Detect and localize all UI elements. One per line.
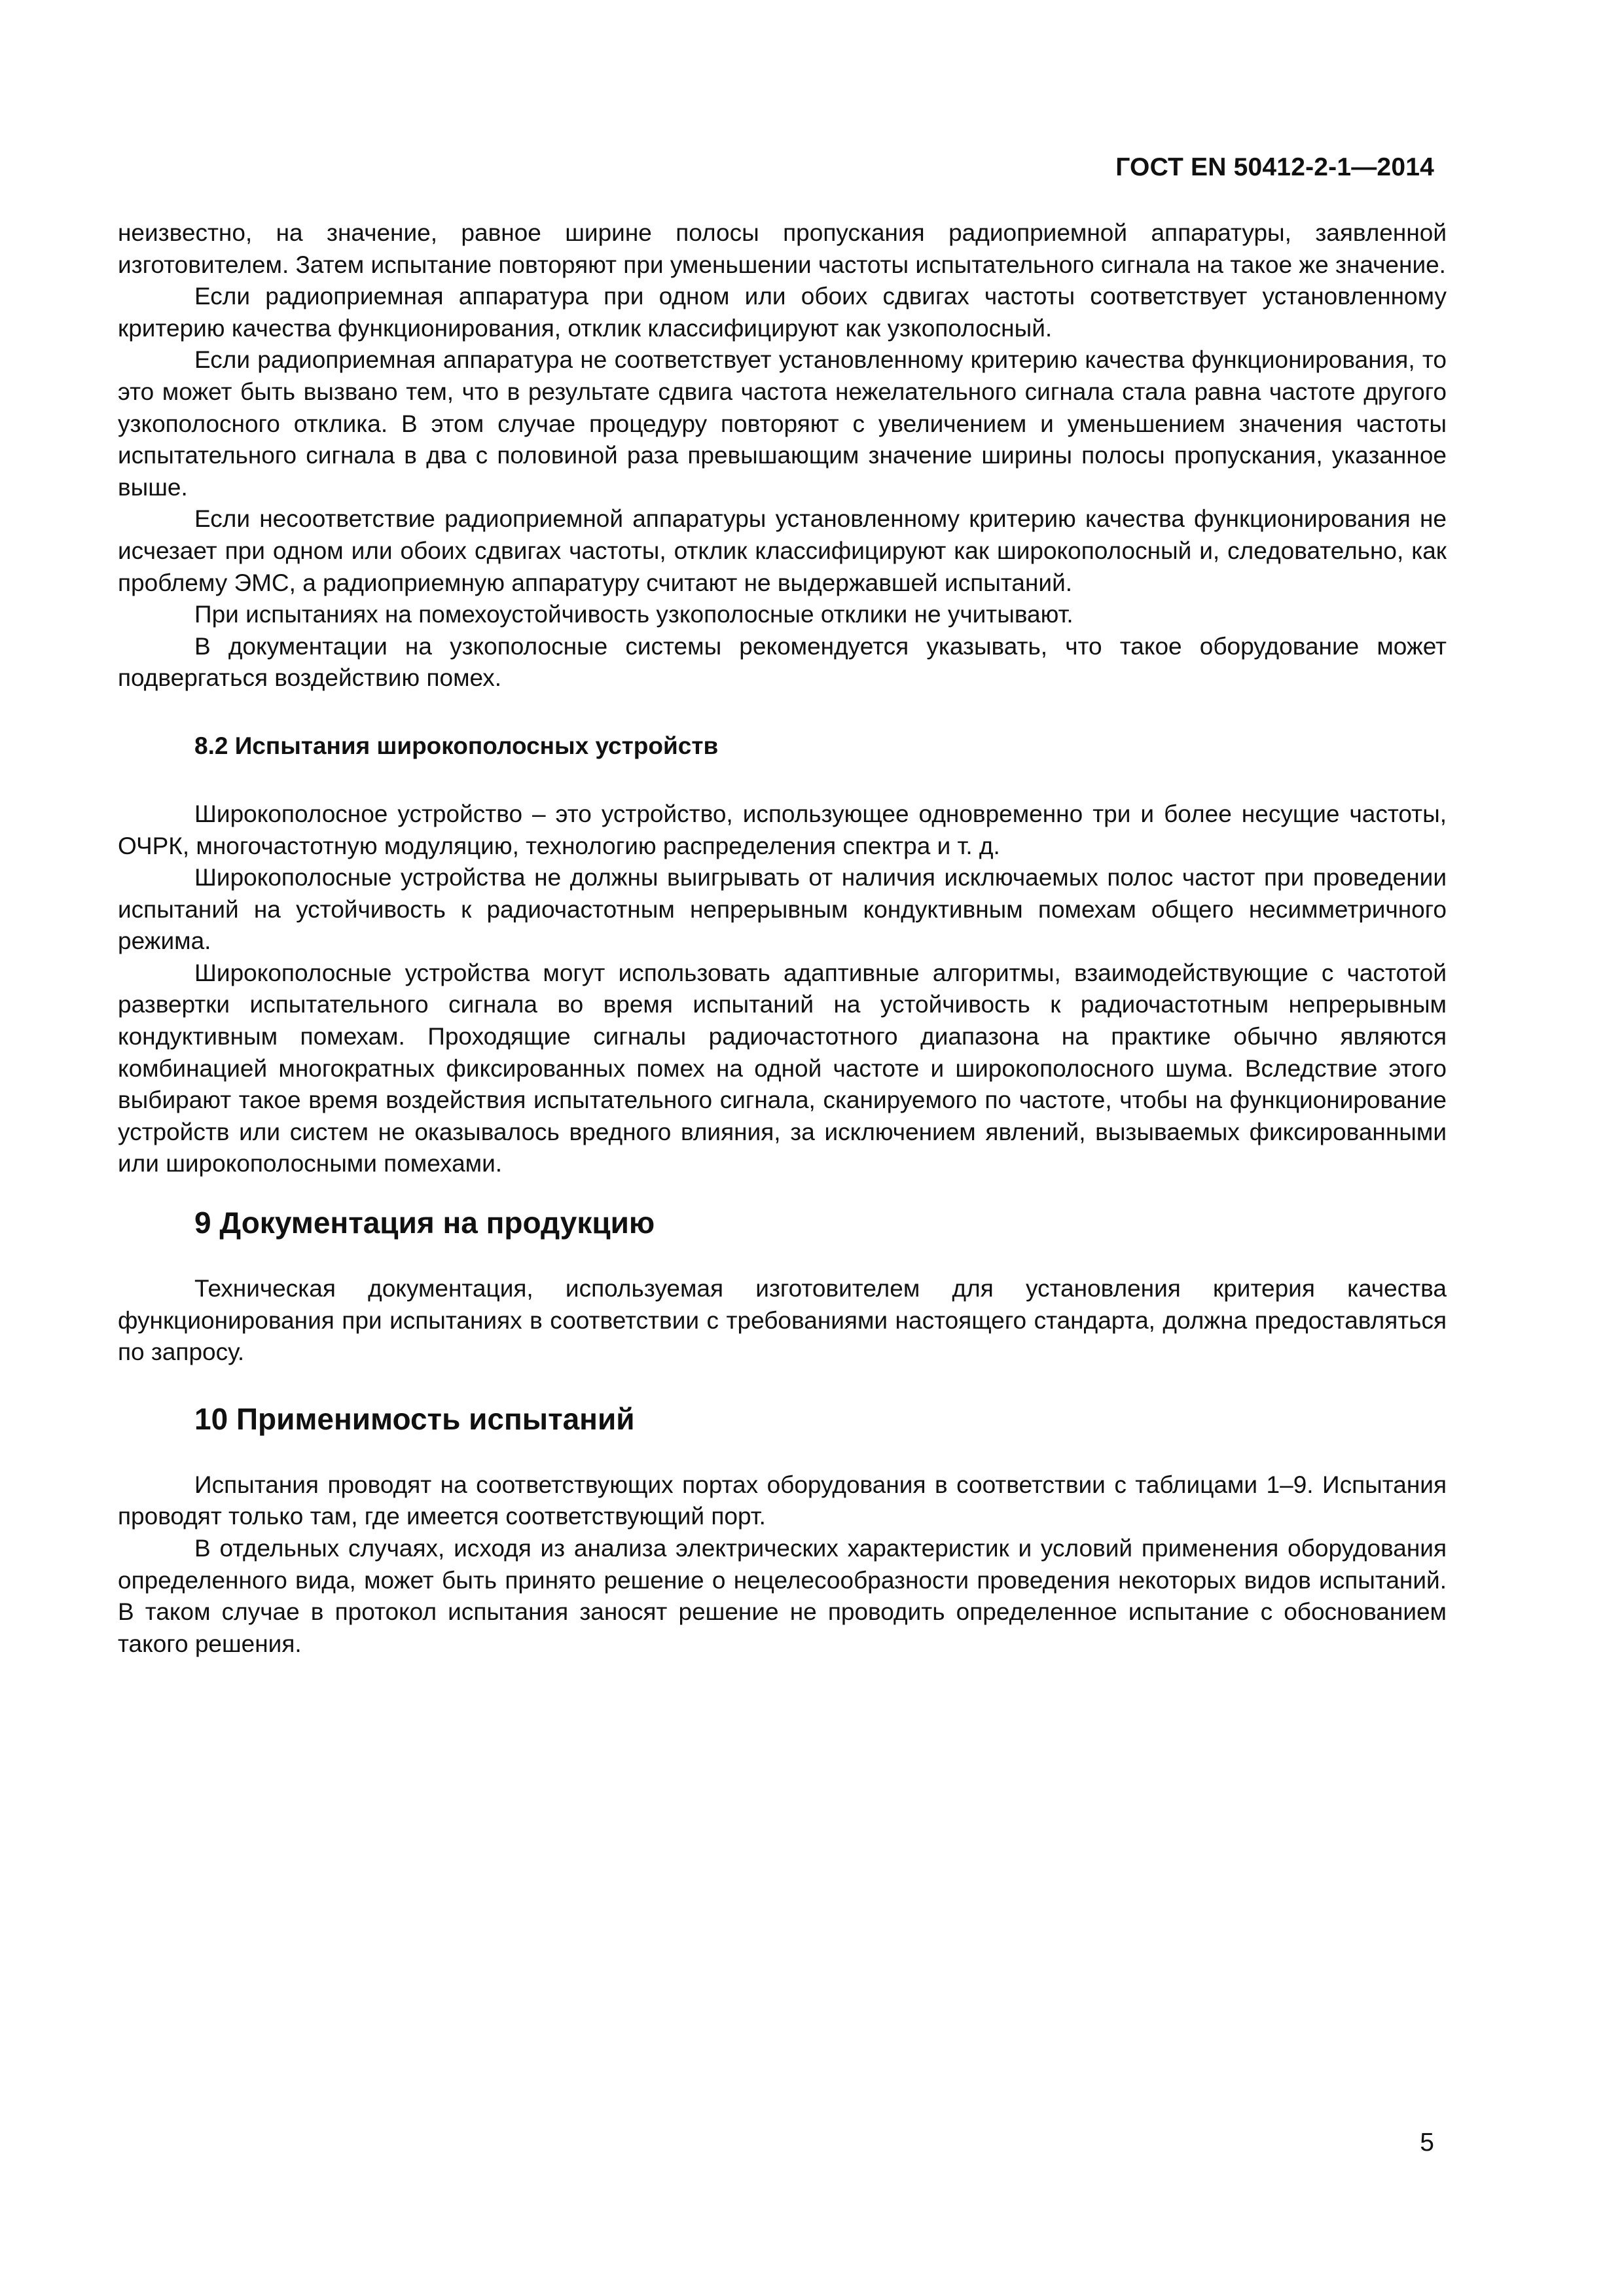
section-title-9: 9 Документация на продукцию <box>194 1206 655 1240</box>
page-number: 5 <box>1420 2128 1434 2157</box>
paragraph-broadband-classification: Если несоответствие радиоприемной аппаратуры установленному критерию качества функционирования не исчезает при одном или обоих сдвигах частоты, отклик классифицируют как широкополосный и, следовательно, как проблему ЭМС, а радиоприемную аппаратуру считают не выдержавшей испытаний. <box>118 505 1447 596</box>
section-title-10: 10 Применимость испытаний <box>194 1401 635 1436</box>
document-code-header: ГОСТ EN 50412-2-1—2014 <box>1115 153 1434 181</box>
paragraph-repeat-procedure: Если радиоприемная аппаратура не соответствует установленному критерию качества функционирования, то это может быть вызвано тем, что в результате сдвига частота нежелательного сигнала стала равна частоте другого узкополосного отклика. В этом случае процедуру повторяют с увеличением и уменьшением значения частоты испытательного сигнала в два с половиной раза превышающим значение ширины полосы пропускания, указанное выше. <box>118 346 1447 501</box>
paragraph-test-ports: Испытания проводят на соответствующих портах оборудования в соответствии с таблицами 1–9. Испытания проводят только там, где имеется соответствующий порт. <box>118 1471 1447 1530</box>
paragraph-intro-continuation: неизвестно, на значение, равное ширине полосы пропускания радиоприемной аппаратуры, заявленной изготовителем. Затем испытание повторяют при уменьшении частоты испытательного сигнала на такое же значение. <box>118 219 1447 278</box>
paragraph-narrowband-ignored: При испытаниях на помехоустойчивость узкополосные отклики не учитывают. <box>194 601 1074 628</box>
page-body <box>118 217 1447 1660</box>
paragraph-broadband-definition: Широкополосное устройство – это устройство, использующее одновременно три и более несущие частоты, ОЧРК, многочастотную модуляцию, технологию распределения спектра и т. д. <box>118 800 1447 859</box>
paragraph-test-exemption: В отдельных случаях, исходя из анализа электрических характеристик и условий применения оборудования определенного вида, может быть принято решение о нецелесообразности проведения некоторых видов испытаний. В таком случае в протокол испытания заносят решение не проводить определенное испытание с обоснованием такого решения. <box>118 1535 1447 1657</box>
paragraph-narrowband-classification: Если радиоприемная аппаратура при одном или обоих сдвигах частоты соответствует установленному критерию качества функционирования, отклик классифицируют как узкополосный. <box>118 283 1447 342</box>
paragraph-technical-documentation: Техническая документация, используемая изготовителем для установления критерия качества функционирования при испытаниях в соответствии с требованиями настоящего стандарта, должна предоставляться по запросу. <box>118 1275 1447 1366</box>
paragraph-adaptive-algorithms: Широкополосные устройства могут использовать адаптивные алгоритмы, взаимодействующие с частотой развертки испытательного сигнала во время испытаний на устойчивость к радиочастотным непрерывным кондуктивным помехам. Проходящие сигналы радиочастотного диапазона на практике обычно являются комбинацией многократных фиксированных помех на одной частоте и широкополосного шума. Вследствие этого выбирают такое время воздействия испытательного сигнала, сканируемого по частоте, чтобы на функционирование устройств или систем не оказывалось вредного влияния, за исключением явлений, вызываемых фиксированными или широкополосными помехами. <box>118 959 1447 1177</box>
paragraph-documentation-recommendation: В документации на узкополосные системы рекомендуется указывать, что такое оборудование может подвергаться воздействию помех. <box>118 632 1447 692</box>
subsection-title-8-2: 8.2 Испытания широкополосных устройств <box>194 732 719 759</box>
paragraph-excluded-bands: Широкополосные устройства не должны выигрывать от наличия исключаемых полос частот при проведении испытаний на устойчивость к радиочастотным непрерывным кондуктивным помехам общего несимметричного режима. <box>118 864 1447 955</box>
